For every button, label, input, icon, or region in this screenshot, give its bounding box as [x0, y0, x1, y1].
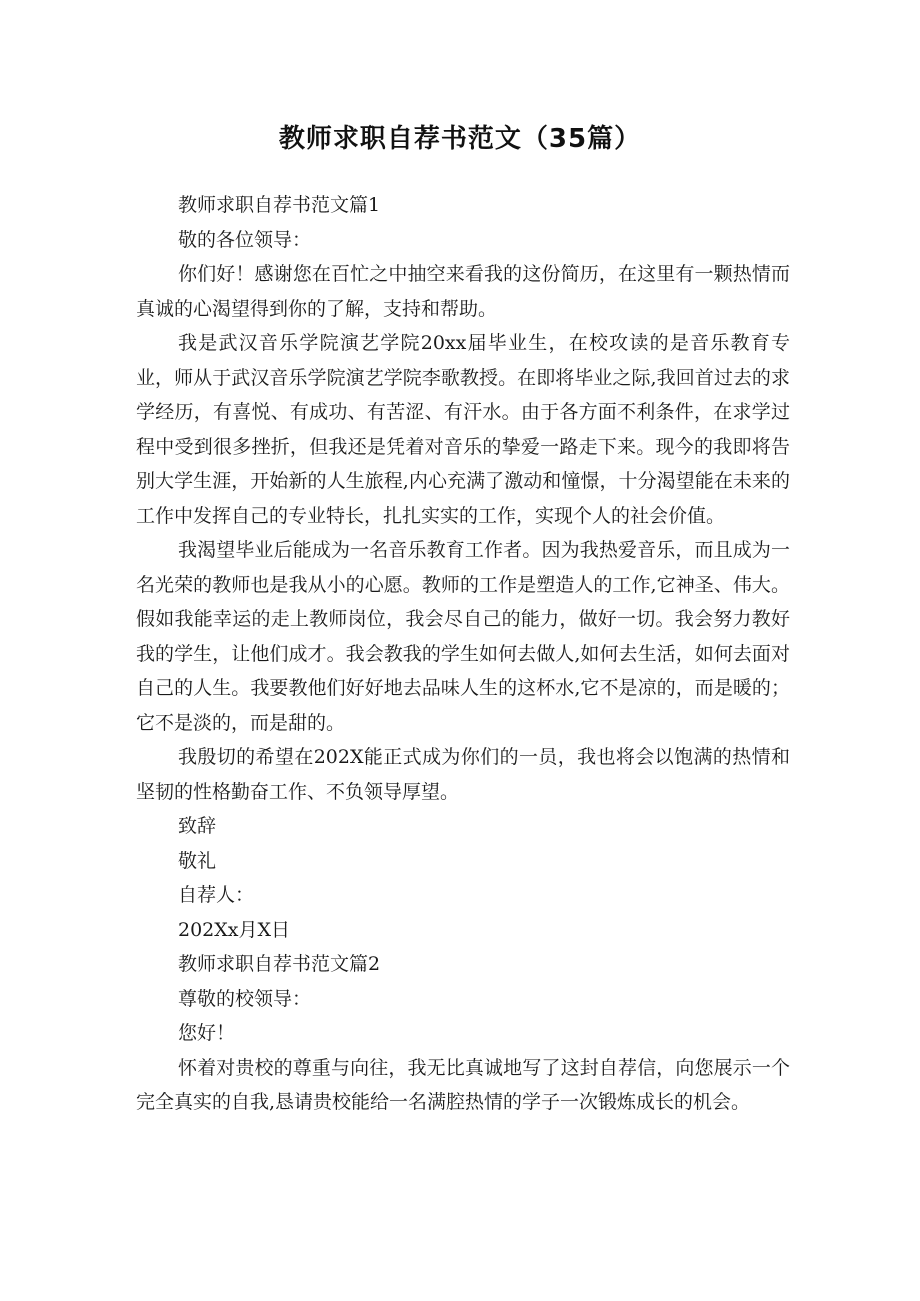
salutation: 尊敬的校领导： — [178, 987, 312, 1010]
paragraph: 我殷切的希望在202X能正式成为你们的一员，我也将会以饱满的热情和坚韧的性格勤奋工作、不负领导厚望。 — [136, 746, 790, 803]
paragraph: 怀着对贵校的尊重与向往，我无比真诚地写了这封自荐信，向您展示一个完全真实的自我,恳请贵校能给一名满腔热情的学子一次锻炼成长的机会。 — [136, 1056, 790, 1113]
closing: 敬礼 — [178, 849, 217, 872]
signature-label: 自荐人： — [178, 884, 255, 906]
document-title: 教师求职自荐书范文（35篇） — [278, 124, 642, 154]
section-heading: 教师求职自荐书范文篇2 — [178, 953, 381, 975]
paragraph: 你们好！感谢您在百忙之中抽空来看我的这份简历，在这里有一颗热情而真诚的心渴望得到你的了解，支持和帮助。 — [136, 263, 790, 320]
salutation: 敬的各位领导： — [178, 228, 312, 251]
greeting: 您好！ — [178, 1022, 236, 1044]
section-heading: 教师求职自荐书范文篇1 — [178, 194, 381, 216]
document-body — [136, 188, 790, 1120]
closing: 致辞 — [178, 815, 217, 837]
paragraph: 我渴望毕业后能成为一名音乐教育工作者。因为我热爱音乐，而且成为一名光荣的教师也是我从小的心愿。教师的工作是塑造人的工作,它神圣、伟大。假如我能幸运的走上教师岗位，我会尽自己的能力，做好一切。我会努力教好我的学生，让他们成才。我会教我的学生如何去做人,如何去生活，如何去面对自己的人生。我要教他们好好地去品味人生的这杯水,它不是凉的，而是暖的；它不是淡的，而是甜的。 — [136, 539, 790, 734]
date: 202Xx月X日 — [178, 918, 291, 941]
paragraph: 我是武汉音乐学院演艺学院20xx届毕业生，在校攻读的是音乐教育专业，师从于武汉音乐学院演艺学院李歌教授。在即将毕业之际,我回首过去的求学经历，有喜悦、有成功、有苦涩、有汗水。由于各方面不利条件，在求学过程中受到很多挫折，但我还是凭着对音乐的挚爱一路走下来。现今的我即将告别大学生涯，开始新的人生旅程,内心充满了激动和憧憬，十分渴望能在未来的工作中发挥自己的专业特长，扎扎实实的工作，实现个人的社会价值。 — [136, 332, 790, 527]
